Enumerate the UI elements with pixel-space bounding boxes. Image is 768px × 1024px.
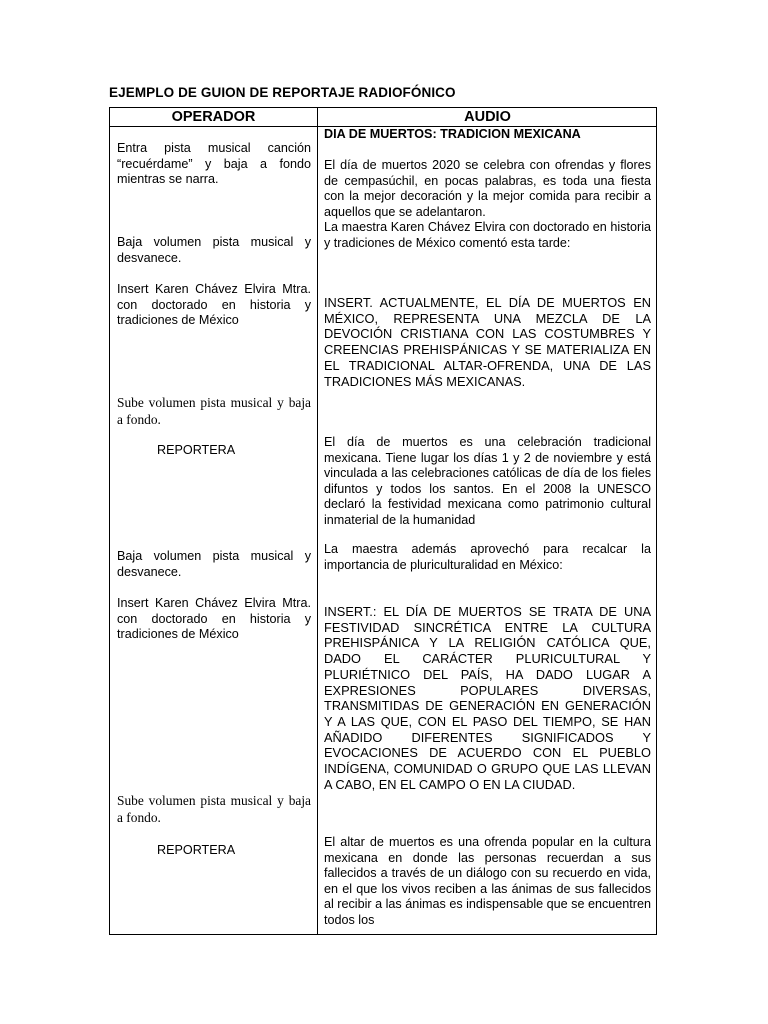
- operator-cue: Insert Karen Chávez Elvira Mtra. con doctorado en historia y tradiciones de México: [117, 596, 311, 642]
- operator-cue: Sube volumen pista musical y baja a fondo.: [117, 793, 311, 825]
- column-divider: [317, 108, 318, 934]
- operator-role-label: REPORTERA: [157, 843, 236, 857]
- page-title: EJEMPLO DE GUION DE REPORTAJE RADIOFÓNICO: [109, 85, 456, 100]
- operator-cue: Baja volumen pista musical y desvanece.: [117, 549, 311, 579]
- audio-narration: La maestra además aprovechó para recalcar la importancia de pluriculturalidad en México:: [324, 542, 651, 572]
- operator-cue: Insert Karen Chávez Elvira Mtra. con doctorado en historia y tradiciones de México: [117, 282, 311, 328]
- operator-cue: Sube volumen pista musical y baja a fondo.: [117, 395, 311, 427]
- operator-cue: Entra pista musical canción “recuérdame” y baja a fondo mientras se narra.: [117, 141, 311, 187]
- audio-narration: La maestra Karen Chávez Elvira con doctorado en historia y tradiciones de México comentó esta tarde:: [324, 220, 651, 250]
- audio-insert: INSERT. ACTUALMENTE, EL DÍA DE MUERTOS EN MÉXICO, REPRESENTA UNA MEZCLA DE LA DEVOCIÓN CRISTIANA CON LAS COSTUMBRES Y CREENCIAS PREHISPÁNICAS Y SE MATERIALIZA EN EL TRADICIONAL ALTAR-OFRENDA, UNA DE LAS TRADICIONES MÁS MEXICANAS.: [324, 295, 651, 389]
- audio-insert: INSERT.: EL DÍA DE MUERTOS SE TRATA DE UNA FESTIVIDAD SINCRÉTICA ENTRE LA CULTURA PREHISPÁNICA Y LA RELIGIÓN CATÓLICA QUE, DADO EL CARÁCTER PLURICULTURAL Y PLURIÉTNICO DEL PAÍS, HA DADO LUGAR A EXPRESIONES POPULARES DIVERSAS, TRANSMITIDAS DE GENERACIÓN EN GENERACIÓN Y A LAS QUE, CON EL PASO DEL TIEMPO, SE HAN AÑADIDO DIFERENTES SIGNIFICADOS Y EVOCACIONES DE ACUERDO CON EL PUEBLO INDÍGENA, COMUNIDAD O GRUPO QUE LAS LLEVAN A CABO, EN EL CAMPO O EN LA CIUDAD.: [324, 604, 651, 792]
- operator-cue: Baja volumen pista musical y desvanece.: [117, 235, 311, 265]
- script-table: [109, 107, 657, 935]
- operator-role-label: REPORTERA: [157, 443, 236, 457]
- operator-column-header: OPERADOR: [171, 109, 256, 125]
- audio-narration: El altar de muertos es una ofrenda popular en la cultura mexicana en donde las personas recuerdan a sus fallecidos a través de un diálogo con su recuerdo en vida, en el que los vivos reciben a las ánimas de sus fallecidos al recibir a las ánimas es indispensable que se encuentren todos los: [324, 835, 651, 927]
- audio-segment-title: DIA DE MUERTOS: TRADICION MEXICANA: [324, 127, 581, 141]
- audio-narration: El día de muertos es una celebración tradicional mexicana. Tiene lugar los días 1 y 2 de noviembre y está vinculada a las celebraciones católicas de día de los fieles difuntos y todos los santos. En el 2008 la UNESCO declaró la festividad mexicana como patrimonio cultural inmaterial de la humanidad: [324, 435, 651, 527]
- audio-narration: El día de muertos 2020 se celebra con ofrendas y flores de cempasúchil, en pocas palabras, es toda una fiesta con la mejor decoración y la mejor comida para recibir a aquellos que se adelantaron.: [324, 158, 651, 219]
- audio-column-header: AUDIO: [464, 109, 511, 125]
